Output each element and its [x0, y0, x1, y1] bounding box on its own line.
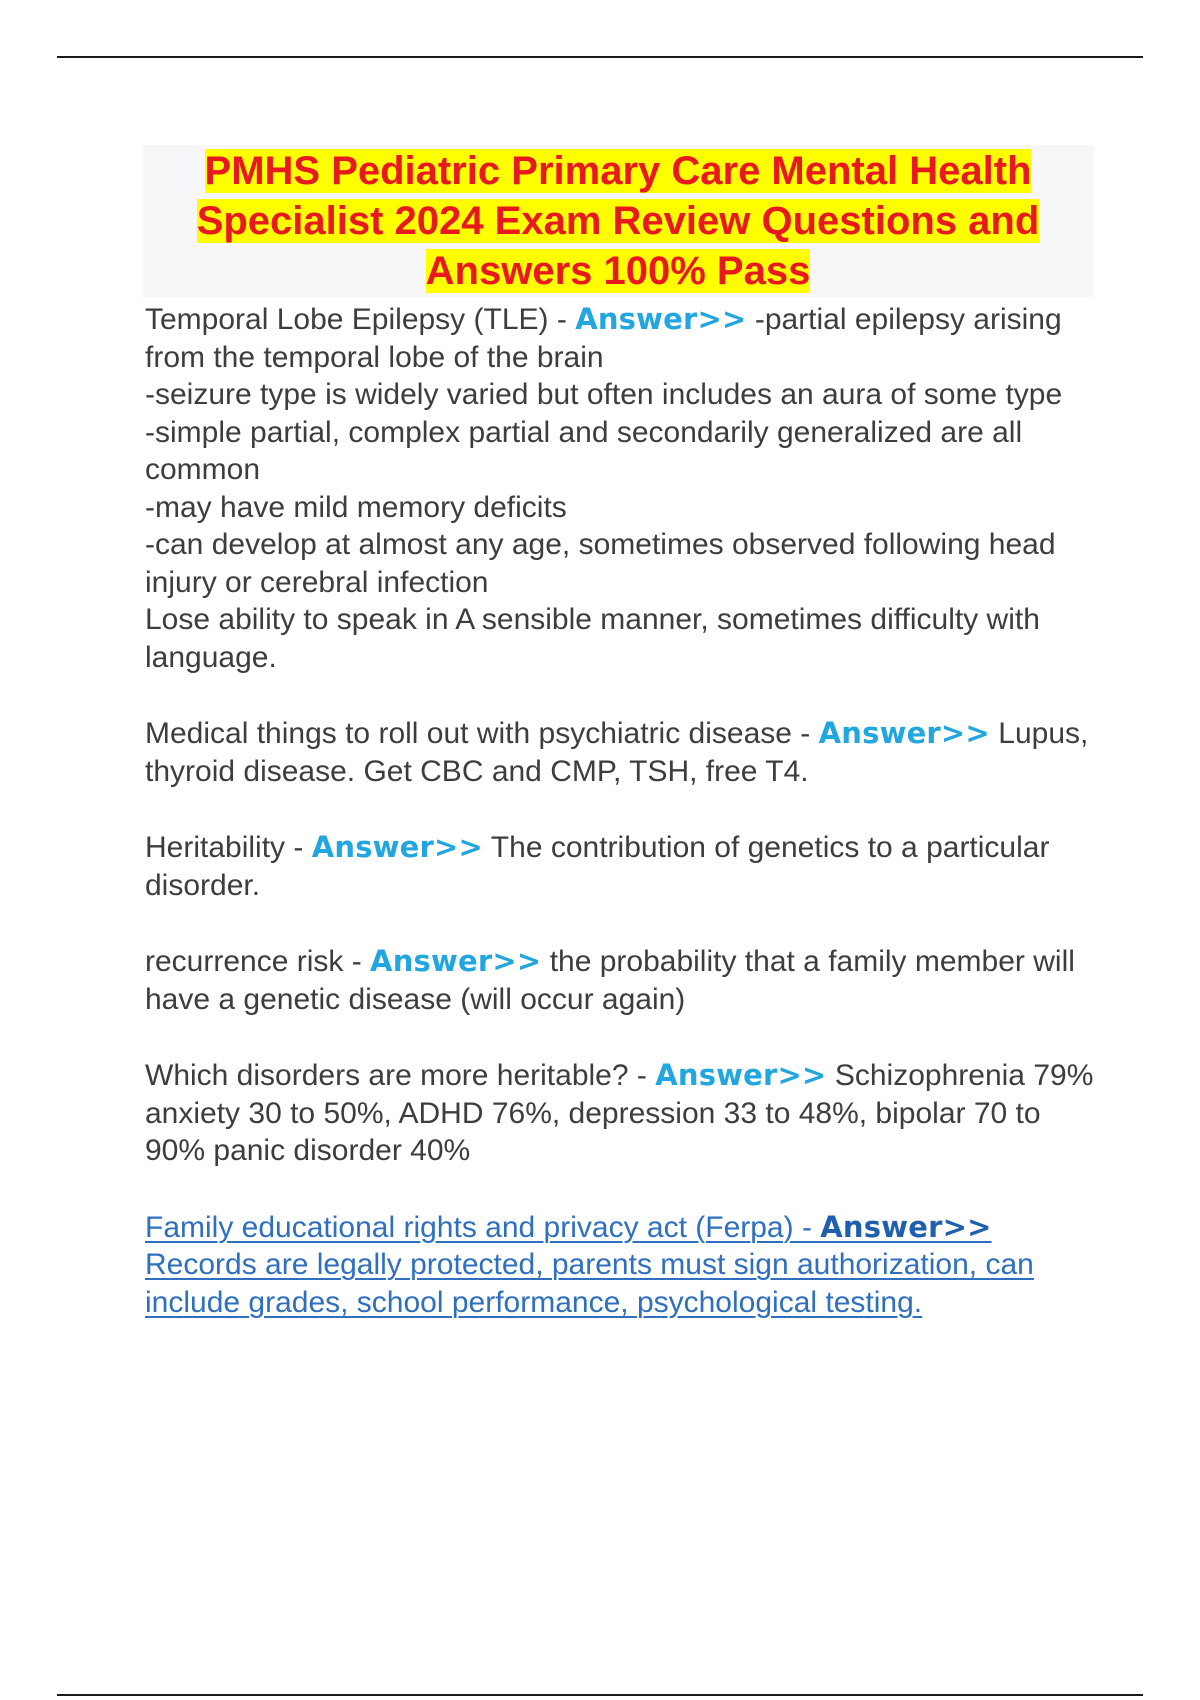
qa-item	[145, 829, 1105, 904]
top-rule	[57, 56, 1143, 58]
document-title: PMHS Pediatric Primary Care Mental Health Specialist 2024 Exam Review Questions and Answers 100% Pass	[196, 149, 1040, 293]
question-text: recurrence risk -	[145, 945, 371, 978]
bottom-rule	[57, 1694, 1143, 1696]
answer-text: -partial epilepsy arising from the temporal lobe of the brain	[145, 303, 1062, 374]
qa-item	[145, 715, 1105, 790]
answer-line: Lose ability to speak in A sensible manner, sometimes difficulty with language.	[145, 603, 1040, 674]
answer-marker: Answer>>	[818, 716, 990, 750]
qa-item	[145, 943, 1105, 1018]
qa-list	[145, 301, 1105, 1360]
answer-marker: Answer>>	[575, 302, 747, 336]
qa-entry[interactable]	[145, 1209, 1105, 1322]
question-text: Which disorders are more heritable? -	[145, 1059, 656, 1092]
answer-text: The contribution of genetics to a particular disorder.	[145, 831, 1050, 902]
answer-marker[interactable]: Answer>>	[820, 1209, 992, 1244]
answer-text[interactable]: Records are legally protected, parents must sign authorization, can include grades, school performance, psychological testing.	[145, 1248, 1034, 1319]
answer-marker: Answer>>	[655, 1058, 827, 1092]
answer-line: -seizure type is widely varied but often includes an aura of some type	[145, 378, 1063, 411]
qa-item-link[interactable]	[145, 1209, 1105, 1322]
title-block	[142, 145, 1094, 297]
answer-marker: Answer>>	[311, 830, 484, 864]
question-text: Temporal Lobe Epilepsy (TLE) -	[145, 303, 576, 336]
qa-entry	[145, 829, 1105, 904]
answer-line: -may have mild memory deficits	[145, 490, 567, 524]
question-text[interactable]: Family educational rights and privacy act (Ferpa) -	[145, 1210, 821, 1244]
qa-entry	[145, 301, 1105, 376]
question-text: Medical things to roll out with psychiatric disease -	[145, 717, 819, 750]
answer-line: -can develop at almost any age, sometimes observed following head injury or cerebral infection	[145, 528, 1056, 599]
question-text: Heritability -	[145, 831, 312, 864]
qa-item	[145, 301, 1105, 676]
answer-text: Schizophrenia 79% anxiety 30 to 50%, ADHD 76%, depression 33 to 48%, bipolar 70 to 90% panic disorder 40%	[145, 1059, 1094, 1167]
answer-line: -simple partial, complex partial and secondarily generalized are all common	[145, 415, 1023, 486]
qa-entry	[145, 715, 1105, 790]
answer-text: Lupus, thyroid disease. Get CBC and CMP, TSH, free T4.	[145, 717, 1089, 788]
qa-item	[145, 1057, 1105, 1170]
qa-entry	[145, 943, 1105, 1018]
answer-marker: Answer>>	[370, 944, 542, 978]
qa-entry	[145, 1057, 1105, 1170]
answer-text: the probability that a family member will have a genetic disease (will occur again)	[145, 945, 1075, 1016]
